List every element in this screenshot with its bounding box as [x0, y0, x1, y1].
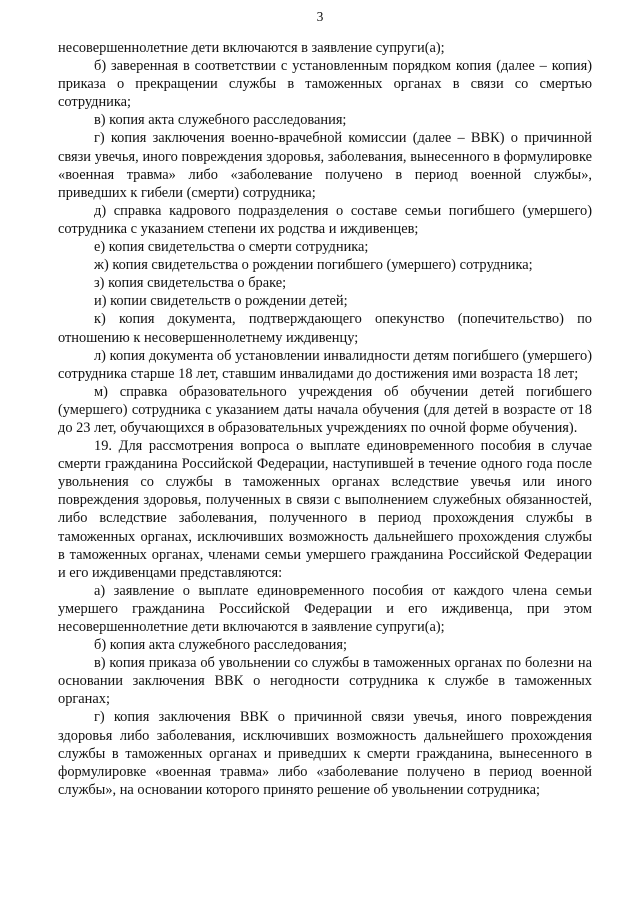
page-number: 3 — [316, 9, 324, 24]
paragraph-19-item-a-application: а) заявление о выплате единовременного пособия от каждого члена семьи умершего гражданина Российской Федерации и его иждивенца, при этом несовершеннолетние дети включаются в заявление супруги(а); — [58, 582, 592, 635]
document-body — [58, 39, 592, 799]
paragraph-item-v-investigation-act: в) копия акта служебного расследования; — [94, 112, 347, 129]
paragraph-item-g-vvk-conclusion: г) копия заключения военно-врачебной комиссии (далее – ВВК) о причинной связи увечья, иного повреждения здоровья, заболевания, вынесенного в формулировке «военная травма» либо «заболевание получено в период военной службы», приведших к гибели (смерти) сотрудника; — [58, 130, 592, 201]
paragraph-19-item-b-investigation-act: б) копия акта служебного расследования; — [94, 637, 347, 654]
paragraph-item-m-education: м) справка образовательного учреждения об обучении детей погибшего (умершего) сотрудника с указанием даты начала обучения (для детей в возрасте от 18 до 23 лет, обучающихся в образовательных учреждениях по очной форме обучения). — [58, 383, 592, 436]
paragraph-section-19: 19. Для рассмотрения вопроса о выплате единовременного пособия в случае смерти гражданина Российской Федерации, наступившей в течение одного года после увольнения со службы в таможенных органах вследствие увечья или иного повреждения здоровья, полученных в связи с выполнением служебных обязанностей, либо вследствие заболевания, полученного в период прохождения службы в таможенных органах, исключивших возможность дальнейшего прохождения службы в таможенных органах, членами семьи умершего гражданина Российской Федерации и его иждивенцами представляются: — [58, 438, 592, 581]
paragraph-item-l-disability: л) копия документа об установлении инвалидности детям погибшего (умершего) сотрудника старше 18 лет, ставшим инвалидами до достижения ими возраста 18 лет; — [58, 347, 592, 382]
paragraph-item-i-children-birth: и) копии свидетельств о рождении детей; — [94, 293, 348, 310]
paragraph-continuation: несовершеннолетние дети включаются в заявление супруги(а); — [58, 40, 445, 56]
paragraph-item-b-order-copy: б) заверенная в соответствии с установленным порядком копия (далее – копия) приказа о прекращении службы в таможенных органах в связи со смертью сотрудника; — [58, 58, 592, 111]
paragraph-item-d-family-certificate: д) справка кадрового подразделения о составе семьи погибшего (умершего) сотрудника с указанием степени их родства и иждивенцев; — [58, 202, 592, 237]
paragraph-19-item-g-vvk-conclusion: г) копия заключения ВВК о причинной связи увечья, иного повреждения здоровья либо заболевания, исключивших возможность дальнейшего прохождения службы в таможенных органах и приведших к смерти гражданина, вынесенного в формулировке «военная травма» либо «заболевание получено в период военной службы», на основании которого принято решение об увольнении сотрудника; — [58, 709, 592, 798]
paragraph-item-zh-birth-certificate: ж) копия свидетельства о рождении погибшего (умершего) сотрудника; — [94, 257, 533, 274]
paragraph-item-k-guardianship: к) копия документа, подтверждающего опекунство (попечительство) по отношению к несовершеннолетнему иждивенцу; — [58, 311, 592, 346]
paragraph-19-item-v-dismissal-order: в) копия приказа об увольнении со службы в таможенных органах по болезни на основании заключения ВВК о негодности сотрудника к службе в таможенных органах; — [58, 655, 592, 708]
paragraph-item-z-marriage-certificate: з) копия свидетельства о браке; — [94, 275, 287, 292]
paragraph-item-e-death-certificate: е) копия свидетельства о смерти сотрудника; — [94, 239, 369, 256]
